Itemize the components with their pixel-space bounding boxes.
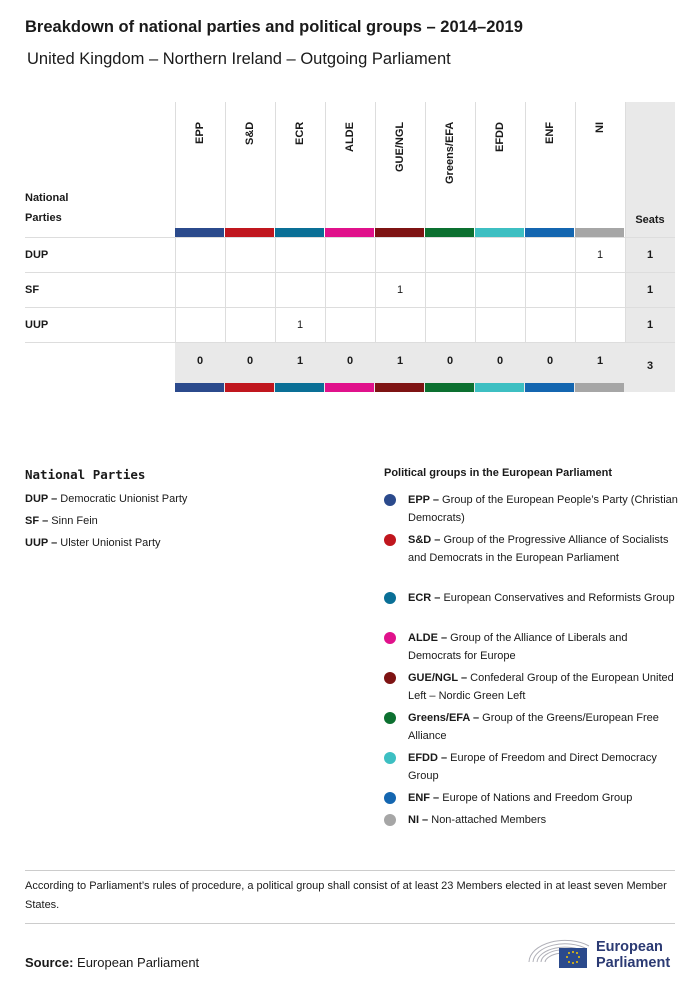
group-color-bar-top <box>475 228 524 237</box>
group-header-ni: NI <box>594 122 606 133</box>
political-group-name: Confederal Group of the European United Left – Nordic Green Left <box>408 672 674 702</box>
row-header-line: Parties <box>25 212 62 224</box>
political-group-name: Group of the European People’s Party (Christian Democrats) <box>408 494 678 524</box>
political-group-code: EFDD – <box>408 752 448 764</box>
group-header-guengl: GUE/NGL <box>394 121 406 172</box>
party-label: DUP <box>25 249 49 261</box>
header-divider <box>25 237 675 238</box>
total-value: 1 <box>296 355 304 367</box>
group-color-bar-top <box>175 228 224 237</box>
group-color-bar-bottom <box>575 383 624 392</box>
group-color-bar-bottom <box>225 383 274 392</box>
total-value: 0 <box>446 355 454 367</box>
political-groups-title: Political groups in the European Parliament <box>384 467 612 479</box>
political-group-code: GUE/NGL – <box>408 672 468 684</box>
national-parties-title: National Parties <box>25 467 146 482</box>
footnote-top-divider <box>25 870 675 871</box>
row-header-line: National <box>25 192 69 204</box>
group-color-bar-top <box>275 228 324 237</box>
group-color-dot <box>384 534 396 546</box>
group-header-alde: ALDE <box>344 122 356 152</box>
group-header-sd: S&D <box>244 121 256 145</box>
group-header-ecr: ECR <box>294 121 306 145</box>
political-group-name: European Conservatives and Reformists Group <box>440 592 675 604</box>
political-group-code: ALDE – <box>408 632 448 644</box>
group-color-dot <box>384 494 396 506</box>
page-title: Breakdown of national parties and political groups – 2014–2019 <box>25 18 523 36</box>
national-party-item <box>25 515 98 527</box>
group-header-greensefa: Greens/EFA <box>444 121 456 184</box>
party-label: UUP <box>25 319 49 331</box>
row-header <box>25 188 68 228</box>
group-color-bar-bottom <box>175 383 224 392</box>
political-group-code: S&D – <box>408 534 441 546</box>
group-color-dot <box>384 712 396 724</box>
political-group-item <box>408 491 678 527</box>
group-color-bar-bottom <box>325 383 374 392</box>
political-group-name: Non-attached Members <box>428 814 547 826</box>
national-party-name: Sinn Fein <box>48 515 98 527</box>
political-group-name: Europe of Nations and Freedom Group <box>439 792 633 804</box>
national-party-item <box>25 493 187 505</box>
group-color-dot <box>384 632 396 644</box>
political-group-code: NI – <box>408 814 429 826</box>
political-group-code: EPP – <box>408 494 439 506</box>
row-seats-value: 1 <box>646 249 654 261</box>
row-seats-value: 1 <box>646 319 654 331</box>
political-group-name: Group of the Progressive Alliance of Socialists and Democrats in the European Parliament <box>408 534 669 564</box>
group-color-dot <box>384 752 396 764</box>
political-group-item <box>408 531 678 567</box>
footnote: According to Parliament’s rules of procedure, a political group shall consist of at least 23 Members elected in at least seven Member States. <box>25 880 667 911</box>
national-party-name: Democratic Unionist Party <box>57 493 188 505</box>
logo-line-2: Parliament <box>596 955 671 971</box>
total-value: 0 <box>496 355 504 367</box>
political-group-item <box>408 709 678 745</box>
group-header-efdd: EFDD <box>494 122 506 152</box>
national-party-code: DUP – <box>25 493 58 505</box>
group-color-bar-bottom <box>275 383 324 392</box>
group-color-bar-top <box>525 228 574 237</box>
row-divider <box>25 307 675 308</box>
national-party-code: UUP – <box>25 537 58 549</box>
political-group-name: Group of the Alliance of Liberals and Democrats for Europe <box>408 632 628 662</box>
political-group-code: Greens/EFA – <box>408 712 480 724</box>
seats-column-bg <box>625 102 675 392</box>
political-group-item <box>408 789 678 807</box>
logo-wordmark <box>596 939 670 971</box>
total-value: 0 <box>546 355 554 367</box>
political-group-code: ECR – <box>408 592 441 604</box>
footnote-bottom-divider <box>25 923 675 924</box>
group-color-dot <box>384 814 396 826</box>
total-value: 1 <box>396 355 404 367</box>
national-party-name: Ulster Unionist Party <box>57 537 161 549</box>
seat-value: 1 <box>396 284 404 296</box>
group-color-bar-bottom <box>375 383 424 392</box>
party-label: SF <box>25 284 40 296</box>
seats-header: Seats <box>635 214 665 226</box>
political-group-code: ENF – <box>408 792 440 804</box>
total-seats-value: 3 <box>646 360 654 372</box>
seat-value: 1 <box>596 249 604 261</box>
row-divider <box>25 342 675 343</box>
group-color-bar-top <box>325 228 374 237</box>
row-seats-value: 1 <box>646 284 654 296</box>
group-color-dot <box>384 672 396 684</box>
total-value: 0 <box>346 355 354 367</box>
group-color-bar-top <box>225 228 274 237</box>
row-divider <box>25 272 675 273</box>
source-label: Source: <box>25 955 74 970</box>
total-value: 0 <box>196 355 204 367</box>
group-color-bar-top <box>375 228 424 237</box>
national-party-item <box>25 537 161 549</box>
national-party-code: SF – <box>25 515 49 527</box>
political-group-item <box>408 749 678 785</box>
group-color-bar-top <box>425 228 474 237</box>
seat-value: 1 <box>296 319 304 331</box>
logo-line-1: European <box>596 939 663 955</box>
total-value: 1 <box>596 355 604 367</box>
page-subtitle: United Kingdom – Northern Ireland – Outgoing Parliament <box>27 50 451 68</box>
group-color-bar-bottom <box>525 383 574 392</box>
group-color-dot <box>384 792 396 804</box>
political-group-item <box>408 589 678 607</box>
group-color-dot <box>384 592 396 604</box>
political-group-name: Europe of Freedom and Direct Democracy Group <box>408 752 657 782</box>
political-group-item <box>408 811 678 829</box>
political-group-item <box>408 669 678 705</box>
group-color-bar-bottom <box>425 383 474 392</box>
group-header-epp: EPP <box>194 121 206 144</box>
political-group-item <box>408 629 678 665</box>
total-value: 0 <box>246 355 254 367</box>
source-line <box>25 955 199 970</box>
political-group-name: Group of the Greens/European Free Alliance <box>408 712 659 742</box>
breakdown-table <box>0 0 700 420</box>
group-color-bar-bottom <box>475 383 524 392</box>
source-value: European Parliament <box>77 955 200 970</box>
group-color-bar-top <box>575 228 624 237</box>
group-header-enf: ENF <box>544 122 556 144</box>
